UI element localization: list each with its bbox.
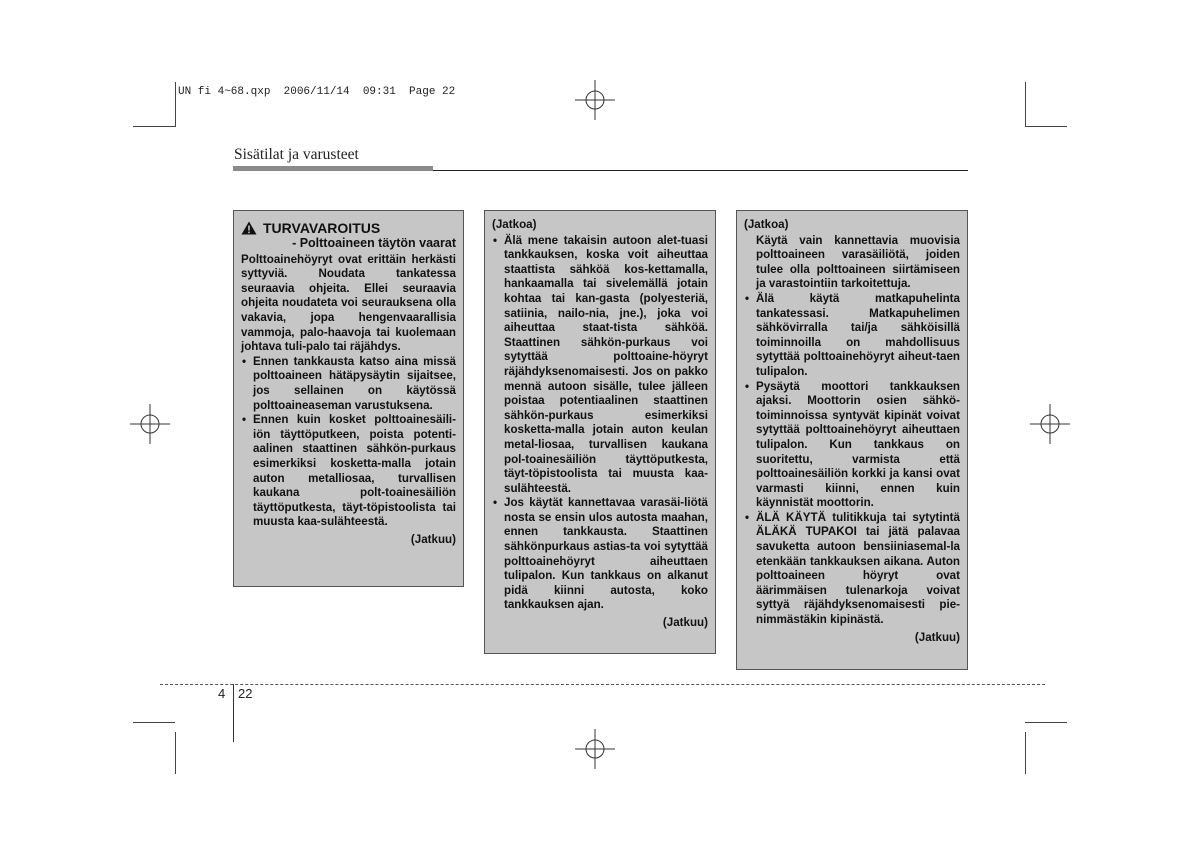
- list-item: • Jos käytät kannettavaa varasäi-liötä nosta se ensin ulos autosta maahan, ennen tankkausta. Staattinen sähkönpurkaus astias-ta voi sytyttää polttoainehöyryt aiheuttaen tulipalon. Kun tankkaus on alkanut pidä kiinni autosta, koko tankkauksen ajan.: [492, 496, 708, 613]
- header-rule-thick: [233, 166, 433, 171]
- crop-mark: [1025, 732, 1026, 774]
- registration-mark-icon: [1030, 404, 1070, 444]
- continued-label: (Jatkuu): [662, 616, 708, 630]
- continued-heading: (Jatkoa): [744, 218, 789, 231]
- section-title: Sisätilat ja varusteet: [234, 146, 359, 163]
- right-intro: Käytä vain kannettavia muovisia polttoaineen varasäiliötä, joiden tulee olla polttoaineen siirtämiseen ja varastointiin tarkoitettuja.: [756, 233, 960, 291]
- list-item: • ÄLÄ KÄYTÄ tulitikkuja tai sytytintä ÄLÄKÄ TUPAKOI tai jätä palavaa savuketta autoon bensiiniasemal-la etenkään tankkauksen aikana. Auton polttoaineen höyryt ovat äärimmäisen tulenarkoja voivat syttyä räjähdyksenomaisesti pie-nimmästäkin kipinästä.: [744, 511, 960, 628]
- print-slug: UN fi 4~68.qxp 2006/11/14 09:31 Page 22: [178, 86, 456, 98]
- continued-heading: (Jatkoa): [492, 218, 537, 231]
- chapter-number: 4: [218, 686, 226, 701]
- list-item: • Ennen tankkausta katso aina missä polttoaineen hätäpysäytin sijaitsee, jos sellainen on käytössä polttoaineaseman varustuksena.: [241, 355, 456, 413]
- continued-label: (Jatkuu): [914, 630, 960, 644]
- list-item: • Älä mene takaisin autoon alet-tuasi tankkauksen, koska voit aiheuttaa staattista sähköä kos-kettamalla, hankaamalla tai sivelemällä jotain kohtaa tai kan-gasta (polyesteriä, satiinia, nailo-nia, jne.), joka voi aiheuttaa staat-tista sähköä. Staattinen sähkön-purkaus voi sytyttää polttoaine-höyryt räjähdyksenomaisesti. Jos on pakko mennä autoon sisälle, tulee jälleen poistaa potentiaalinen staattinen sähkön-purkaus esimerkiksi kosketta-malla jotain auton keulan metal-liosaa, turvallisen kaukana pol-toainesäiliön täyttöputkesta, täyt-töpistoolista tai muusta kaa-sulähteestä.: [492, 234, 708, 497]
- right-bullet-list: [744, 292, 960, 628]
- registration-mark-icon: [130, 404, 170, 444]
- continued-label: (Jatkuu): [410, 532, 456, 546]
- footer-rule: [160, 684, 1045, 685]
- warning-bullet-list: [241, 355, 456, 530]
- page-number: 22: [238, 686, 253, 701]
- continued-box-middle: [484, 210, 716, 654]
- continued-box-right: [736, 210, 968, 670]
- registration-mark-icon: [575, 729, 615, 769]
- warning-intro: Polttoainehöyryt ovat erittäin herkästi syttyviä. Noudata tankatessa seuraavia ohjeita. Ellei seuraavia ohjeita noudateta voi seurauksena olla vakavia, jopa hengenvaarallisia vammoja, palo-haavoja tai kuolemaan johtava tuli-palo tai räjähdys.: [241, 252, 456, 354]
- warning-triangle-icon: [241, 221, 257, 235]
- crop-mark: [133, 722, 175, 723]
- list-item: • Pysäytä moottori tankkauksen ajaksi. Moottorin osien sähkö-toiminnoissa syntyvät kipinät voivat sytyttää polttoainehöyryt aiheuttaen tulipalon. Kun tankkaus on suoritettu, varmista että polttoainesäiliön korkki ja kansi ovat varmasti kiinni, ennen kuin käynnistät moottorin.: [744, 380, 960, 511]
- warning-title-row: [241, 220, 456, 236]
- warning-box: [233, 210, 464, 587]
- warning-title: TURVAVAROITUS: [263, 220, 381, 236]
- registration-mark-icon: [575, 80, 615, 120]
- crop-mark: [1025, 82, 1026, 127]
- crop-mark: [1025, 722, 1067, 723]
- crop-mark: [1025, 126, 1067, 127]
- crop-mark: [175, 732, 176, 774]
- crop-mark: [133, 126, 175, 127]
- list-item: • Älä käytä matkapuhelinta tankatessasi. Matkapuhelimen sähkövirralla tai/ja sähköisillä toiminnoilla on mahdollisuus sytyttää polttoainehöyryt aiheut-taen tulipalon.: [744, 292, 960, 380]
- warning-subtitle: - Polttoaineen täytön vaarat: [292, 236, 456, 250]
- middle-bullet-list: [492, 234, 708, 613]
- header-rule-thin: [433, 170, 968, 171]
- list-item: • Ennen kuin kosket polttoainesäili-iön täyttöputkeen, poista potenti-aalinen staattinen sähkön-purkaus esimerkiksi kosketta-malla jotain auton metalliosaa, turvallisen kaukana polt-toainesäiliön täyttöputkesta, täyt-töpistoolista tai muusta kaa-sulähteestä.: [241, 413, 456, 530]
- page-number-divider: [233, 684, 234, 742]
- crop-mark: [175, 82, 176, 127]
